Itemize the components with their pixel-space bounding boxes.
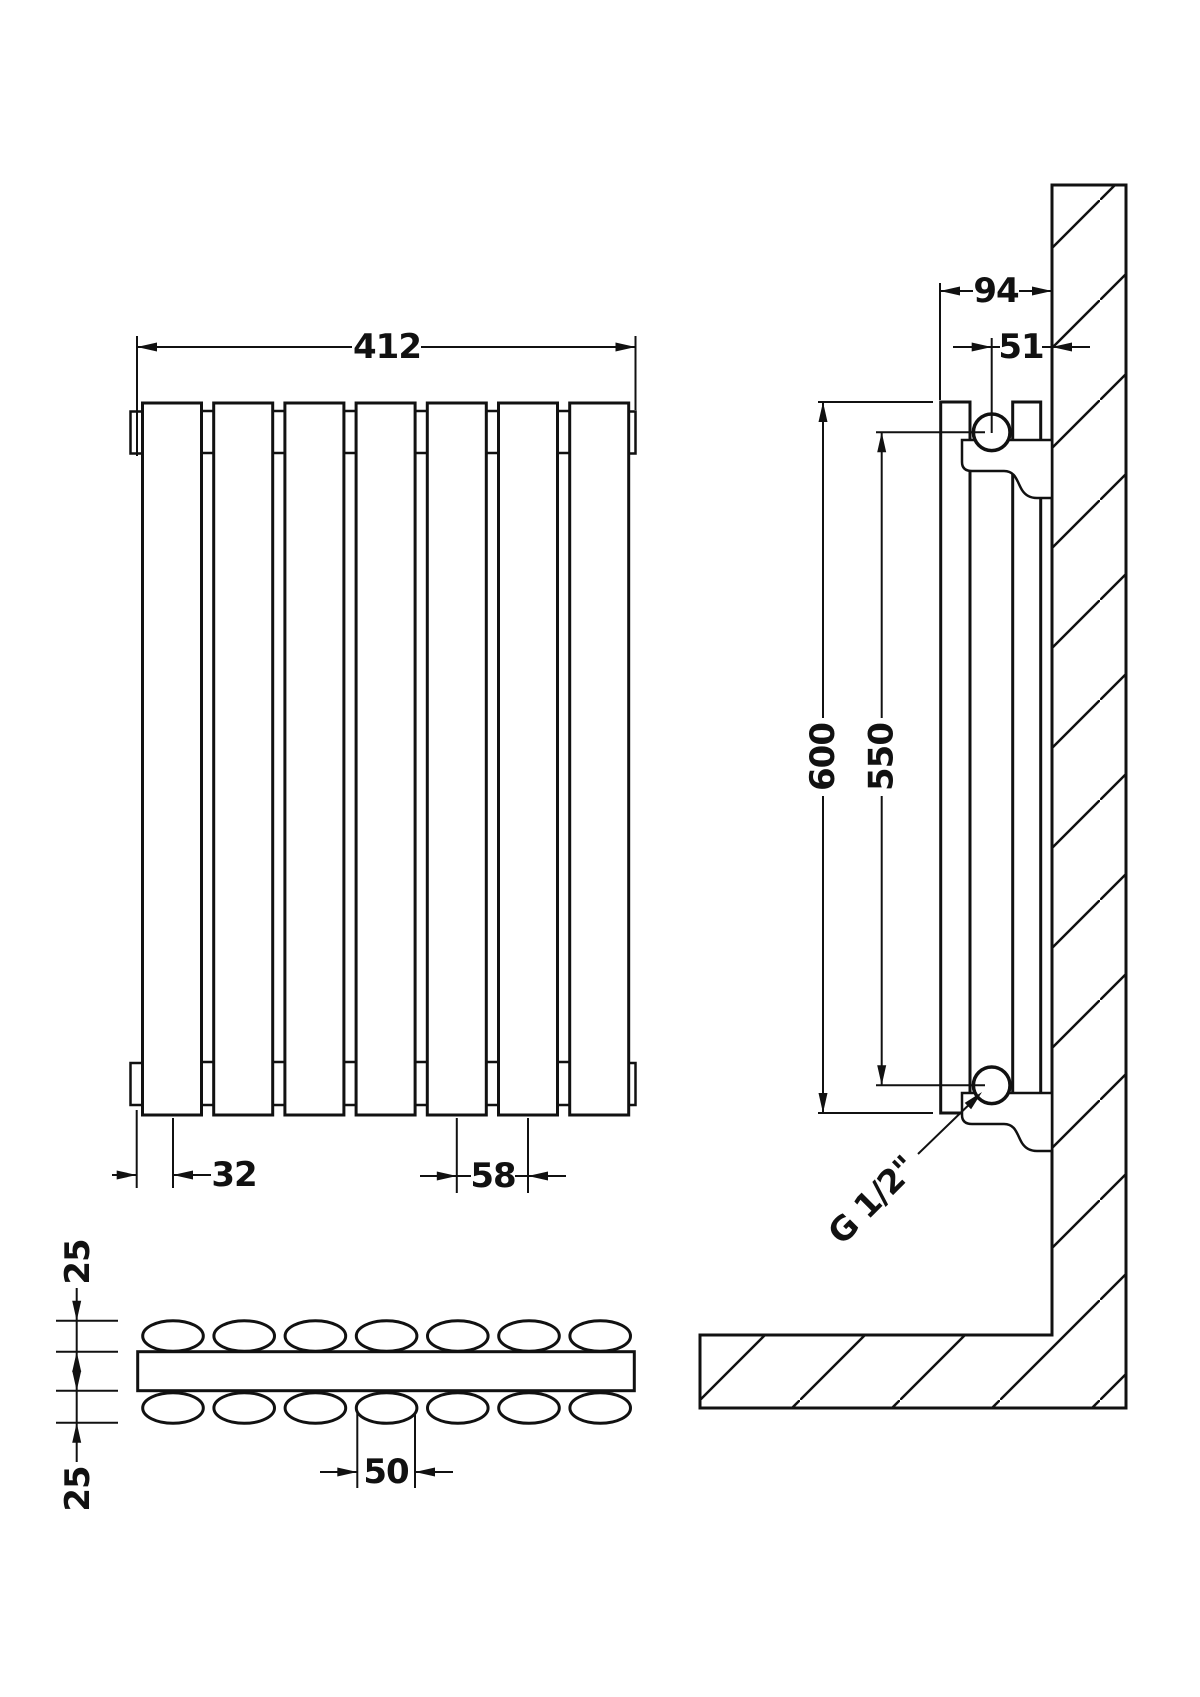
bottom-connector — [486, 1062, 498, 1105]
oval-tube — [570, 1321, 631, 1352]
side-view — [700, 185, 1126, 1408]
top-connector — [202, 411, 214, 453]
arrow-up-icon — [819, 402, 828, 422]
arrow-right-icon — [117, 1171, 137, 1180]
top-connector — [415, 411, 427, 453]
arrow-left-icon — [528, 1172, 548, 1181]
radiator-panel — [499, 403, 558, 1115]
bottom-connector — [415, 1062, 427, 1105]
arrow-right-icon — [437, 1172, 457, 1181]
top-wall-bracket — [962, 440, 1052, 498]
dim-oval-width-label: 50 — [363, 1452, 409, 1492]
oval-tube — [428, 1393, 489, 1424]
radiator-panel — [214, 403, 273, 1115]
dim-overall-width-label: 412 — [353, 327, 421, 367]
side-rear-tube-column — [1013, 402, 1041, 1113]
oval-tube — [428, 1321, 489, 1352]
oval-tube — [214, 1393, 275, 1424]
dim-oval-depth-front-label: 25 — [58, 1239, 98, 1285]
arrow-right-icon — [337, 1468, 357, 1477]
oval-tube — [499, 1321, 560, 1352]
radiator-panel — [285, 403, 344, 1115]
oval-tube — [143, 1321, 204, 1352]
connection-thread-callout — [820, 1092, 982, 1252]
radiator-panel — [356, 403, 415, 1115]
arrow-right-icon — [972, 343, 992, 352]
arrow-down-icon — [877, 1065, 886, 1085]
arrow-left-icon — [137, 343, 157, 352]
arrow-left-icon — [173, 1171, 193, 1180]
arrow-left-icon — [415, 1468, 435, 1477]
arrow-up-icon — [72, 1352, 81, 1372]
bottom-connector — [273, 1062, 285, 1105]
connection-thread-label: G 1/2" — [820, 1148, 924, 1252]
dim-edge-offset-label: 32 — [211, 1155, 257, 1195]
dim-edge-offset-32 — [112, 1110, 257, 1195]
dim-overall-depth-label: 94 — [973, 271, 1019, 311]
dim-pin-to-wall-label: 51 — [998, 327, 1044, 367]
arrow-down-icon — [819, 1093, 828, 1113]
front-view — [131, 403, 636, 1115]
arrow-up-icon — [877, 432, 886, 452]
dim-oval-depth-rear-label: 25 — [58, 1466, 98, 1512]
oval-tube — [285, 1321, 346, 1352]
bottom-connector — [344, 1062, 356, 1105]
arrow-left-icon — [940, 287, 960, 296]
oval-tube — [570, 1393, 631, 1424]
oval-tube — [214, 1321, 275, 1352]
arrow-right-icon — [616, 343, 636, 352]
arrow-down-icon — [72, 1301, 81, 1321]
bottom-connector — [558, 1062, 570, 1105]
top-connector — [486, 411, 498, 453]
radiator-panel — [427, 403, 486, 1115]
oval-tube — [143, 1393, 204, 1424]
arrow-down-icon — [72, 1371, 81, 1391]
side-front-tube-column — [941, 402, 970, 1113]
top-connector — [273, 411, 285, 453]
tab-bottom-left — [131, 1063, 143, 1105]
oval-tube — [356, 1393, 417, 1424]
oval-tube — [356, 1321, 417, 1352]
arrow-up-icon — [72, 1423, 81, 1443]
oval-tube — [499, 1393, 560, 1424]
wall-section — [700, 185, 1126, 1408]
radiator-panel — [570, 403, 629, 1115]
top-connector — [558, 411, 570, 453]
arrow-right-icon — [1032, 287, 1052, 296]
dim-bracket-centres-label: 550 — [861, 723, 902, 791]
dim-oval-depths-25 — [56, 1239, 118, 1511]
top-view — [138, 1321, 635, 1424]
radiator-panel — [143, 403, 202, 1115]
dim-section-pitch-label: 58 — [470, 1156, 516, 1196]
oval-tube — [285, 1393, 346, 1424]
dim-overall-height-label: 600 — [803, 723, 843, 791]
dim-section-pitch-58 — [420, 1118, 566, 1196]
bottom-connector — [202, 1062, 214, 1105]
dim-oval-width-50 — [320, 1413, 453, 1492]
top-connector — [344, 411, 356, 453]
web-bar — [138, 1352, 635, 1391]
